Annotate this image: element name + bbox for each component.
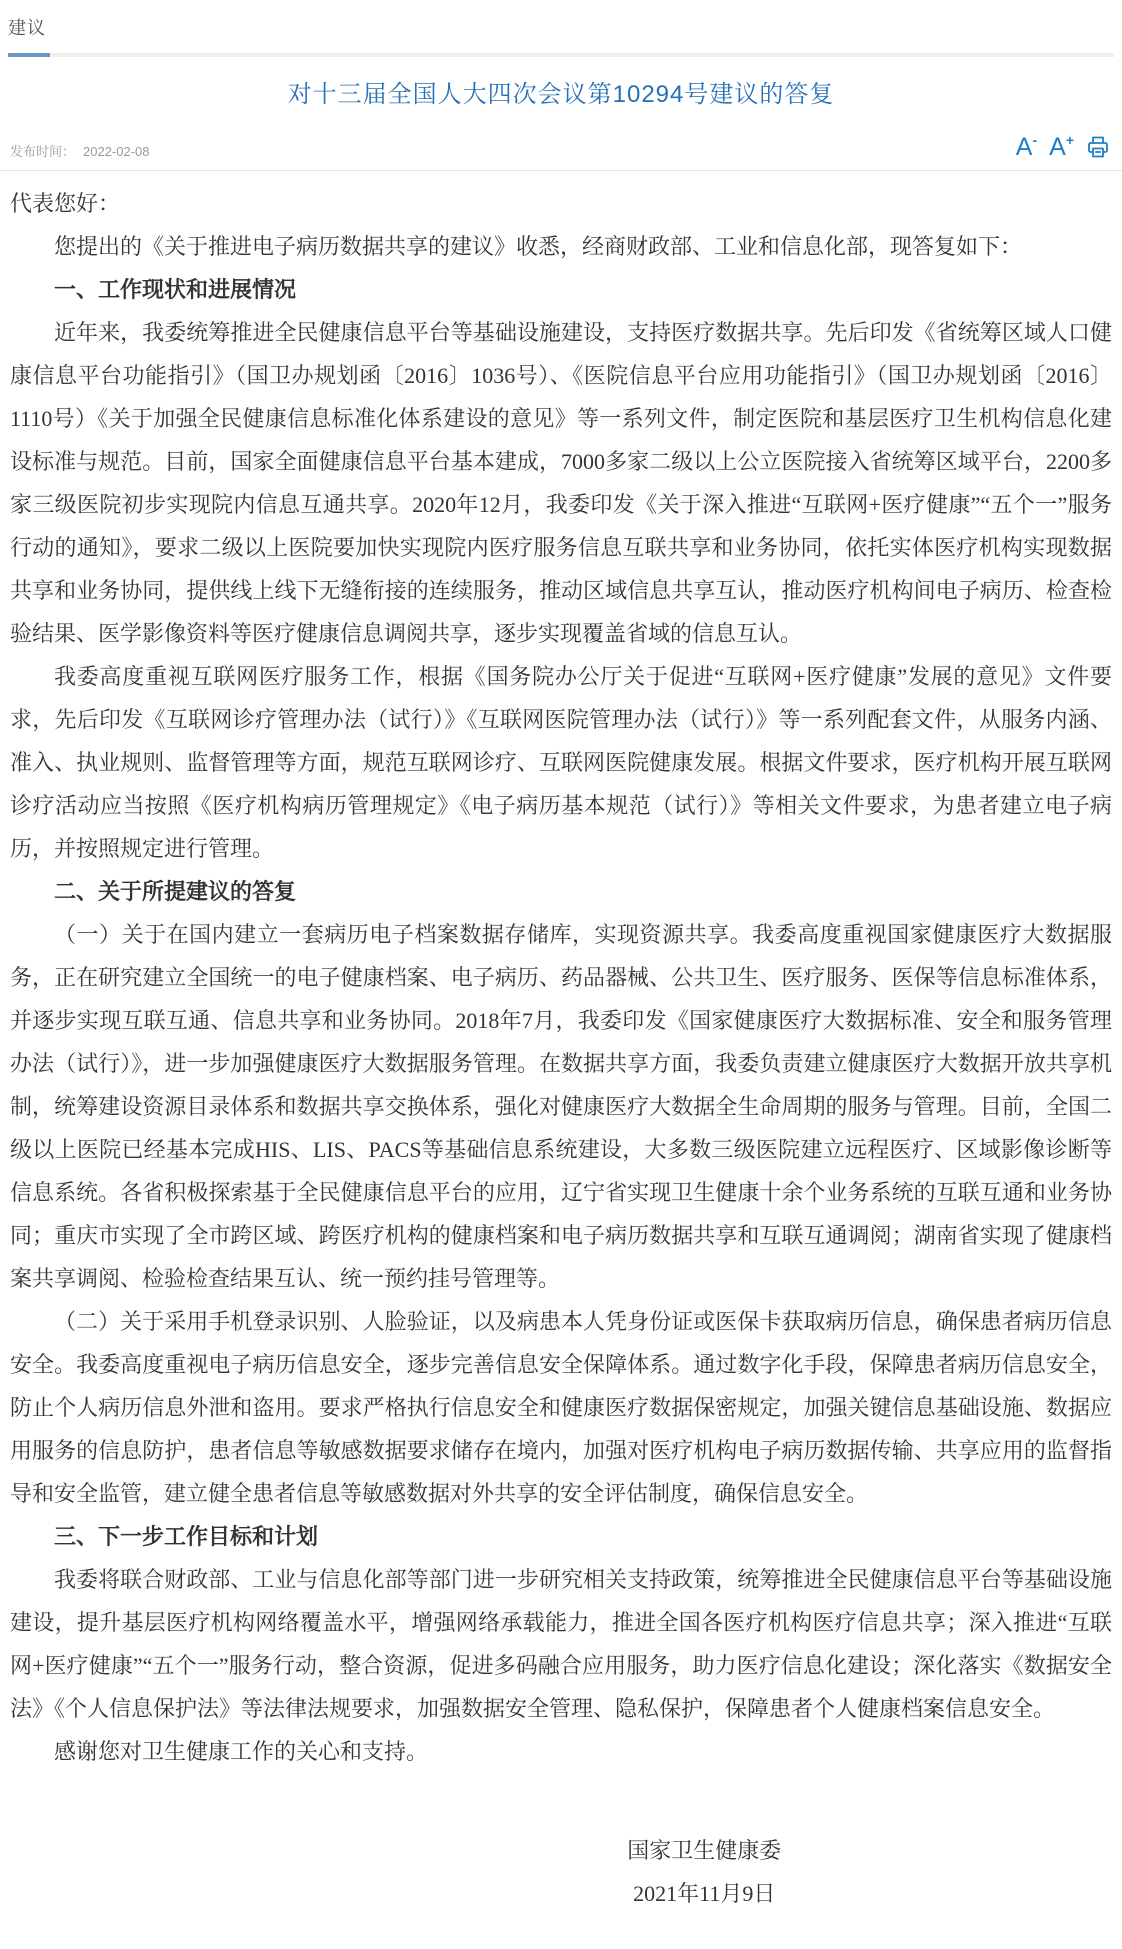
publish-time (10, 141, 150, 160)
page-title: 对十三届全国人大四次会议第10294号建议的答复 (287, 81, 835, 108)
tab-suggestions[interactable]: 建议 (8, 18, 46, 38)
meta-row (0, 133, 1122, 160)
section-tab-header (0, 0, 1122, 57)
font-increase-sign: + (1065, 132, 1074, 148)
paragraph: 近年来，我委统筹推进全民健康信息平台等基础设施建设，支持医疗数据共享。先后印发《省统筹区域人口健康信息平台功能指引》（国卫办规划函〔2016〕1036号）、《医院信息平台应用功能指引》（国卫办规划函〔2016〕1110号）《关于加强全民健康信息标准化体系建设的意见》等一系列文件，制定医院和基层医疗卫生机构信息化建设标准与规范。目前，国家全面健康信息平台基本建成，7000多家二级以上公立医院接入省统筹区域平台，2200多家三级医院初步实现院内信息互通共享。2020年12月，我委印发《关于深入推进“互联网+医疗健康”“五个一”服务行动的通知》，要求二级以上医院要加快实现院内医疗服务信息互联共享和业务协同，依托实体医疗机构实现数据共享和业务协同，提供线上线下无缝衔接的连续服务，推动区域信息共享互认，推动医疗机构间电子病历、检查检验结果、医学影像资料等医疗健康信息调阅共享，逐步实现覆盖省域的信息互认。 (10, 320, 1112, 646)
section-heading: 三、下一步工作目标和计划 (54, 1524, 319, 1549)
print-button[interactable] (1086, 135, 1110, 159)
paragraph: （二）关于采用手机登录识别、人脸验证，以及病患本人凭身份证或医保卡获取病历信息，确保患者病历信息安全。我委高度重视电子病历信息安全，逐步完善信息安全保障体系。通过数字化手段，保障患者病历信息安全，防止个人病历信息外泄和盗用。要求严格执行信息安全和健康医疗数据保密规定，加强关键信息基础设施、数据应用服务的信息防护，患者信息等敏感数据要求储存在境内，加强对医疗机构电子病历数据传输、共享应用的监督指导和安全监管，建立健全患者信息等敏感数据对外共享的安全评估制度，确保信息安全。 (10, 1309, 1112, 1506)
signature-block (10, 1829, 1112, 1915)
paragraph: 我委高度重视互联网医疗服务工作，根据《国务院办公厅关于促进“互联网+医疗健康”发展的意见》文件要求，先后印发《互联网诊疗管理办法（试行）》《互联网医院管理办法（试行）》等一系列配套文件，从服务内涵、准入、执业规则、监督管理等方面，规范互联网诊疗、互联网医院健康发展。根据文件要求，医疗机构开展互联网诊疗活动应当按照《医疗机构病历管理规定》《电子病历基本规范（试行）》等相关文件要求，为患者建立电子病历，并按照规定进行管理。 (10, 664, 1112, 861)
signature-date: 2021年11月9日 (633, 1881, 776, 1906)
section-heading: 二、关于所提建议的答复 (54, 879, 297, 904)
font-increase-button[interactable] (1049, 133, 1074, 160)
publish-time-label: 发布时间： (10, 144, 76, 159)
article-toolbar (1016, 133, 1110, 160)
section-heading: 一、工作现状和进展情况 (54, 277, 297, 302)
paragraph: 您提出的《关于推进电子病历数据共享的建议》收悉，经商财政部、工业和信息化部，现答复如下： (54, 234, 1023, 259)
font-decrease-sign: - (1032, 132, 1038, 148)
tab-underline-active-segment (8, 53, 50, 57)
publish-time-value: 2022-02-08 (83, 144, 150, 159)
paragraph: 感谢您对卫生健康工作的关心和支持。 (54, 1739, 429, 1764)
signature-org: 国家卫生健康委 (627, 1838, 782, 1863)
font-increase-letter: A (1049, 133, 1066, 161)
font-decrease-button[interactable] (1016, 133, 1037, 160)
printer-icon (1086, 135, 1110, 159)
paragraph: （一）关于在国内建立一套病历电子档案数据存储库，实现资源共享。我委高度重视国家健康医疗大数据服务，正在研究建立全国统一的电子健康档案、电子病历、药品器械、公共卫生、医疗服务、医保等信息标准体系，并逐步实现互联互通、信息共享和业务协同。2018年7月，我委印发《国家健康医疗大数据标准、安全和服务管理办法（试行）》，进一步加强健康医疗大数据服务管理。在数据共享方面，我委负责建立健康医疗大数据开放共享机制，统筹建设资源目录体系和数据共享交换体系，强化对健康医疗大数据全生命周期的服务与管理。目前，全国二级以上医院已经基本完成HIS、LIS、PACS等基础信息系统建设，大多数三级医院建立远程医疗、区域影像诊断等信息系统。各省积极探索基于全民健康信息平台的应用，辽宁省实现卫生健康十余个业务系统的互联互通和业务协同；重庆市实现了全市跨区域、跨医疗机构的健康档案和电子病历数据共享和互联互通调阅；湖南省实现了健康档案共享调阅、检验检查结果互认、统一预约挂号管理等。 (10, 922, 1112, 1291)
paragraph: 我委将联合财政部、工业与信息化部等部门进一步研究相关支持政策，统筹推进全民健康信息平台等基础设施建设，提升基层医疗机构网络覆盖水平，增强网络承载能力，推进全国各医疗机构医疗信息共享；深入推进“互联网+医疗健康”“五个一”服务行动，整合资源，促进多码融合应用服务，助力医疗信息化建设；深化落实《数据安全法》《个人信息保护法》等法律法规要求，加强数据安全管理、隐私保护，保障患者个人健康档案信息安全。 (10, 1567, 1112, 1721)
salutation: 代表您好： (10, 191, 121, 216)
tab-underline (8, 53, 1114, 57)
document-body (0, 171, 1122, 1915)
font-decrease-letter: A (1015, 133, 1033, 161)
